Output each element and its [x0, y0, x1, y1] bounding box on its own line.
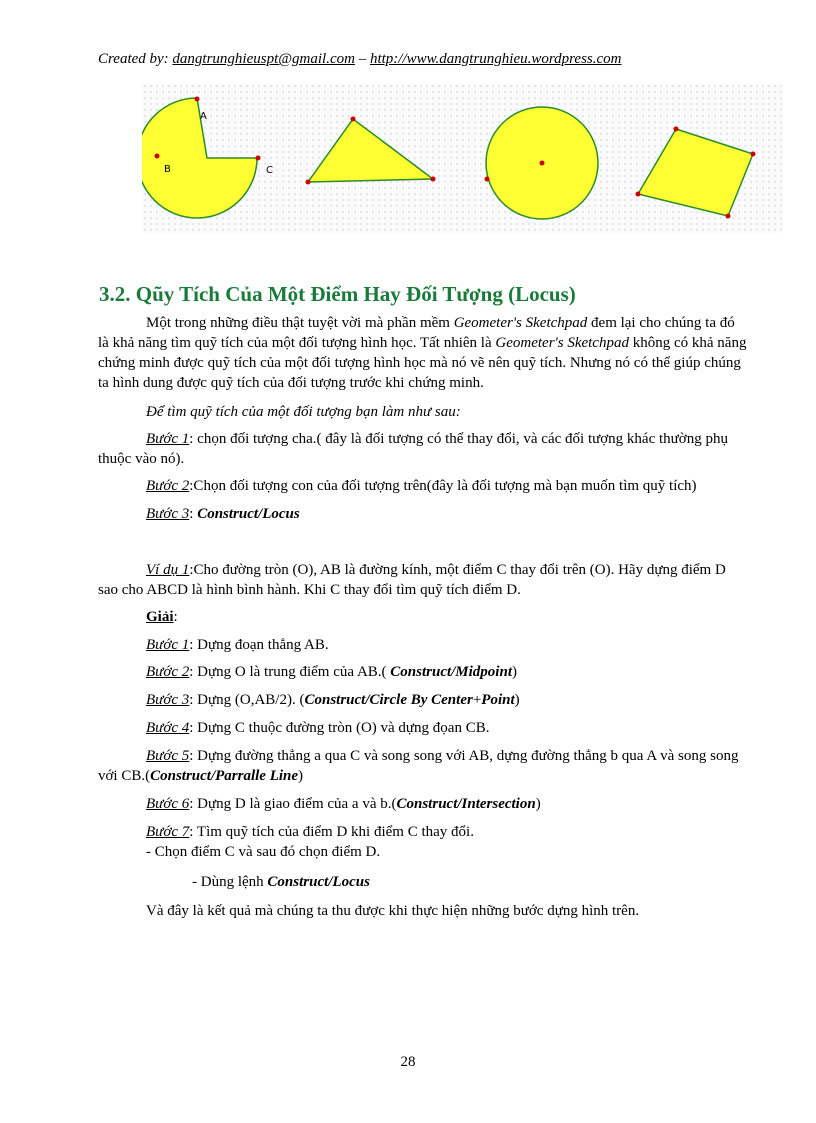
triangle-vertex-top	[351, 117, 356, 122]
sol-step-1-label: Bước 1	[146, 637, 190, 653]
sol-step-8-command: Construct/Locus	[267, 874, 370, 890]
step-3-text: :	[189, 506, 198, 522]
sol-step-1-text: : Dựng đoạn thẳng AB.	[189, 637, 329, 653]
sol-step-2-text: : Dựng O là trung điểm của AB.(	[189, 664, 391, 680]
sol-step-5-end: )	[298, 768, 304, 784]
label-a: A	[200, 111, 207, 122]
sol-step-2-command: Construct/Midpoint	[390, 664, 512, 680]
sol-step-6-text: : Dựng D là giao điểm của a và b.(	[189, 796, 397, 812]
circle-edge-point	[485, 177, 490, 182]
step-1-label: Bước 1	[146, 431, 190, 447]
triangle-vertex-left	[306, 180, 311, 185]
sol-step-3-text: : Dựng (O,AB/2). (	[189, 692, 305, 708]
square-vertex-2	[751, 152, 756, 157]
howto-line: Để tìm quỹ tích của một đối tượng bạn làm như sau:	[146, 404, 461, 420]
point-a	[195, 97, 200, 102]
page-header	[98, 51, 738, 68]
sol-step-3-label: Bước 3	[146, 692, 190, 708]
sol-step-4-label: Bước 4	[146, 720, 190, 736]
step-3	[146, 504, 746, 524]
header-url-link[interactable]: http://www.dangtrunghieu.wordpress.com	[369, 51, 622, 67]
sol-step-7-line-2: - Chọn điểm C và sau đó chọn điểm D.	[146, 844, 381, 860]
square-shape	[638, 129, 753, 216]
sol-step-5-text: : Dựng đường thẳng a qua C và song song với AB, dựng đường thẳng b qua A và song song với CB.(	[98, 748, 739, 784]
sol-step-8	[192, 872, 792, 892]
sol-step-6-end: )	[535, 796, 541, 812]
label-b: B	[164, 164, 171, 175]
sol-step-4	[146, 718, 746, 738]
sol-step-4-text: : Dựng C thuộc đường tròn (O) và dựng đọan CB.	[189, 720, 490, 736]
solution-colon: :	[173, 609, 178, 625]
intro-text-1: Một trong những điều thật tuyệt vời mà phần mềm	[146, 315, 454, 331]
square-vertex-3	[726, 214, 731, 219]
point-b	[155, 154, 160, 159]
section-title: 3.2. Qũy Tích Của Một Điểm Hay Đối Tượng (Locus)	[99, 282, 576, 306]
step-3-command: Construct/Locus	[197, 506, 300, 522]
header-separator: –	[354, 51, 370, 67]
header-email-link[interactable]: dangtrunghieuspt@gmail.com	[172, 51, 355, 67]
step-1	[98, 429, 748, 469]
sol-step-8-prefix: - Dùng lệnh	[192, 874, 268, 890]
sol-step-3-command-2: Point	[481, 692, 515, 708]
sol-step-2-label: Bước 2	[146, 664, 190, 680]
sol-step-1	[146, 635, 746, 655]
step-2-label: Bước 2	[146, 478, 190, 494]
sol-step-7	[146, 822, 746, 842]
sol-step-2-end: )	[512, 664, 517, 680]
shapes-svg	[142, 83, 782, 233]
sol-step-5	[98, 746, 748, 786]
sol-step-3-end: )	[514, 692, 520, 708]
sol-step-7-text: : Tìm quỹ tích của điểm D khi điểm C thay đổi.	[189, 824, 474, 840]
example-label: Ví dụ 1	[146, 562, 190, 578]
sol-step-7-label: Bước 7	[146, 824, 190, 840]
intro-text-2: đem lại cho chúng ta đó là khả năng tìm quỹ tích của một đối tượng hình học. Tất nhiên là	[98, 315, 735, 351]
header-prefix: Created by:	[98, 51, 173, 67]
square-vertex-1	[674, 127, 679, 132]
sol-step-3-plus: +	[472, 692, 482, 708]
point-c	[256, 156, 261, 161]
solution-heading	[146, 607, 746, 627]
sol-step-6-label: Bước 6	[146, 796, 190, 812]
intro-text-3: không có khả năng chứng minh được quỹ tích của một đối tượng hình học mà nó vẽ nên quỹ tích. Nhưng nó có thể giúp chúng ta hình dung được quỹ tích của đối tượng trước khi chứng minh.	[98, 335, 747, 391]
step-3-label: Bước 3	[146, 506, 190, 522]
intro-paragraph	[98, 313, 748, 393]
sol-step-6-command: Construct/Intersection	[396, 796, 536, 812]
circle-center-point	[540, 161, 545, 166]
square-vertex-4	[636, 192, 641, 197]
triangle-vertex-right	[431, 177, 436, 182]
result-line: Và đây là kết quả mà chúng ta thu được khi thực hiện những bước dựng hình trên.	[146, 903, 640, 919]
triangle-shape	[308, 119, 433, 182]
step-1-text: : chọn đối tượng cha.( đây là đối tượng có thể thay đổi, và các đối tượng khác thường phụ thuộc vào nó).	[98, 431, 728, 467]
sol-step-3	[146, 690, 746, 710]
page-number: 28	[400, 1054, 416, 1070]
intro-app-name-1: Geometer's Sketchpad	[453, 315, 588, 331]
sol-step-5-command: Construct/Parralle Line	[150, 768, 299, 784]
sol-step-5-label: Bước 5	[146, 748, 190, 764]
solution-label: Giải	[146, 609, 174, 625]
intro-app-name-2: Geometer's Sketchpad	[495, 335, 629, 351]
step-2-text: :Chọn đối tượng con của đối tượng trên(đây là đối tượng mà bạn muốn tìm quỹ tích)	[189, 478, 697, 494]
shapes-figure	[142, 83, 782, 233]
sol-step-6	[146, 794, 746, 814]
step-2	[146, 476, 746, 496]
sol-step-3-command: Construct/Circle By Center	[304, 692, 473, 708]
example-paragraph	[98, 560, 748, 600]
example-text: :Cho đường tròn (O), AB là đường kính, một điểm C thay đổi trên (O). Hãy dựng điểm D sao cho ABCD là hình bình hành. Khi C thay đổi tìm quỹ tích điểm D.	[98, 562, 726, 598]
sol-step-2	[146, 662, 746, 682]
label-c: C	[266, 165, 273, 176]
